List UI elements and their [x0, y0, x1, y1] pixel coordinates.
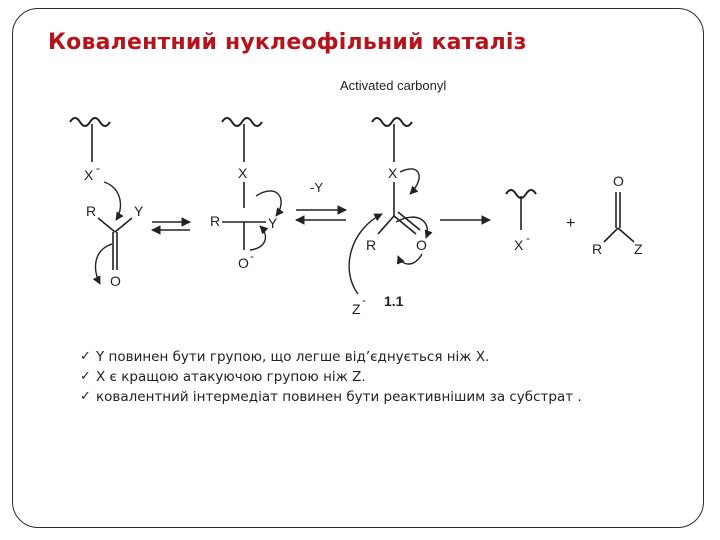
list-item	[80, 387, 582, 407]
reform-arrow-2	[250, 226, 265, 250]
checkmark-icon: ✓	[80, 369, 91, 384]
x-label-2: X	[238, 165, 248, 181]
minus-y-label: -Y	[310, 180, 323, 195]
r-label-3: R	[366, 237, 377, 253]
substrate-structure	[70, 118, 144, 289]
z-minus-sign: -	[362, 293, 366, 307]
wavy-surface-2	[222, 118, 262, 126]
list-item	[80, 367, 582, 387]
bullet-text: Y повинен бути групою, що легше від’єднується ніж X.	[96, 349, 490, 365]
y-label-1: Y	[134, 203, 144, 219]
equilibrium-arrows-1	[152, 222, 190, 230]
reform-arrow-3	[398, 254, 422, 264]
o-label-1: O	[110, 273, 121, 289]
x-minus-label-4: X	[514, 237, 524, 253]
requirements-list	[80, 347, 582, 407]
step-number-label: 1.1	[384, 293, 404, 309]
attack-arrow-1	[104, 182, 120, 220]
activated-carbonyl-label: Activated carbonyl	[340, 78, 447, 93]
reaction-mechanism-diagram	[60, 70, 680, 330]
leaving-arrow-3	[400, 169, 419, 194]
tetrahedral-intermediate	[210, 118, 281, 271]
leaving-arrow-2	[256, 191, 281, 216]
o-minus-label-2: O	[238, 255, 249, 271]
minus-sign-4: -	[526, 231, 530, 245]
z-attack-arrow	[349, 214, 382, 294]
o-label-5: O	[613, 173, 624, 189]
wavy-surface-3	[372, 118, 412, 126]
acylated-product	[592, 173, 643, 257]
x-minus-label-1: X	[84, 167, 94, 183]
checkmark-icon: ✓	[80, 349, 91, 364]
list-item	[80, 347, 582, 367]
minus-sign-1: -	[96, 161, 100, 175]
loss-of-y-arrows	[296, 180, 346, 220]
z-label-5: Z	[634, 241, 643, 257]
catalyst-product	[506, 190, 536, 253]
r-label-5: R	[592, 241, 603, 257]
acyl-intermediate	[349, 118, 427, 317]
x-label-3: X	[388, 165, 398, 181]
plus-sign: +	[566, 215, 576, 232]
o-label-3: O	[416, 237, 427, 253]
bullet-text: X є кращою атакуючою групою ніж Z.	[96, 369, 366, 385]
checkmark-icon: ✓	[80, 389, 91, 404]
minus-sign-2: -	[250, 249, 254, 263]
slide-title: Ковалентний нуклеофільний каталіз	[48, 30, 527, 55]
carbonyl-arrow-3	[396, 217, 427, 238]
r-label-1: R	[86, 203, 97, 219]
r-label-2: R	[210, 213, 221, 229]
y-label-2: Y	[268, 215, 278, 231]
wavy-surface-1	[70, 118, 110, 126]
bullet-text: ковалентний інтермедіат повинен бути реактивнішим за субстрат .	[96, 389, 582, 405]
z-minus-label: Z	[352, 301, 361, 317]
